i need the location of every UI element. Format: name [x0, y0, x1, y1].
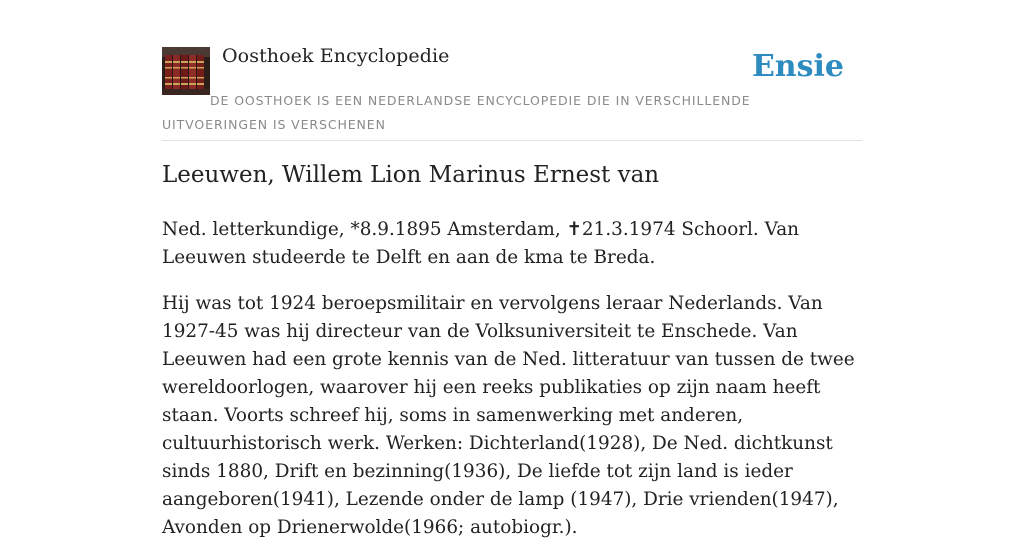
encyclopedia-books-icon[interactable]	[162, 47, 210, 95]
publisher-tagline: DE OOSTHOEK IS EEN NEDERLANDSE ENCYCLOPEDIE DIE IN VERSCHILLENDE UITVOERINGEN IS VERSCHENEN	[162, 93, 751, 132]
article-paragraph: Ned. letterkundige, *8.9.1895 Amsterdam, ✝21.3.1974 Schoorl. Van Leeuwen studeerde te Delft en aan de kma te Breda.	[162, 219, 800, 268]
article-title: Leeuwen, Willem Lion Marinus Ernest van	[162, 162, 660, 188]
publisher-name[interactable]: Oosthoek Encyclopedie	[222, 45, 450, 67]
article-body	[162, 216, 862, 560]
article-paragraph: Hij was tot 1924 beroepsmilitair en vervolgens leraar Nederlands. Van 1927-45 was hij directeur van de Volksuniversiteit te Enschede. Van Leeuwen had een grote kennis van de Ned. litteratuur van tussen de twee wereldoorlogen, waarover hij een reeks publikaties op zijn naam heeft staan. Voorts schreef hij, soms in samenwerking met anderen, cultuurhistorisch werk. Werken: Dichterland(1928), De Ned. dichtkunst sinds 1880, Drift en bezinning(1936), De liefde tot zijn land is ieder aangeboren(1941), Lezende onder de lamp (1947), Drie vrienden(1947), Avonden op Drienerwolde(1966; autobiogr.).	[162, 293, 855, 538]
content-column	[162, 0, 862, 538]
source-header	[162, 0, 862, 141]
ensie-logo-link[interactable]: Ensie	[751, 49, 844, 84]
